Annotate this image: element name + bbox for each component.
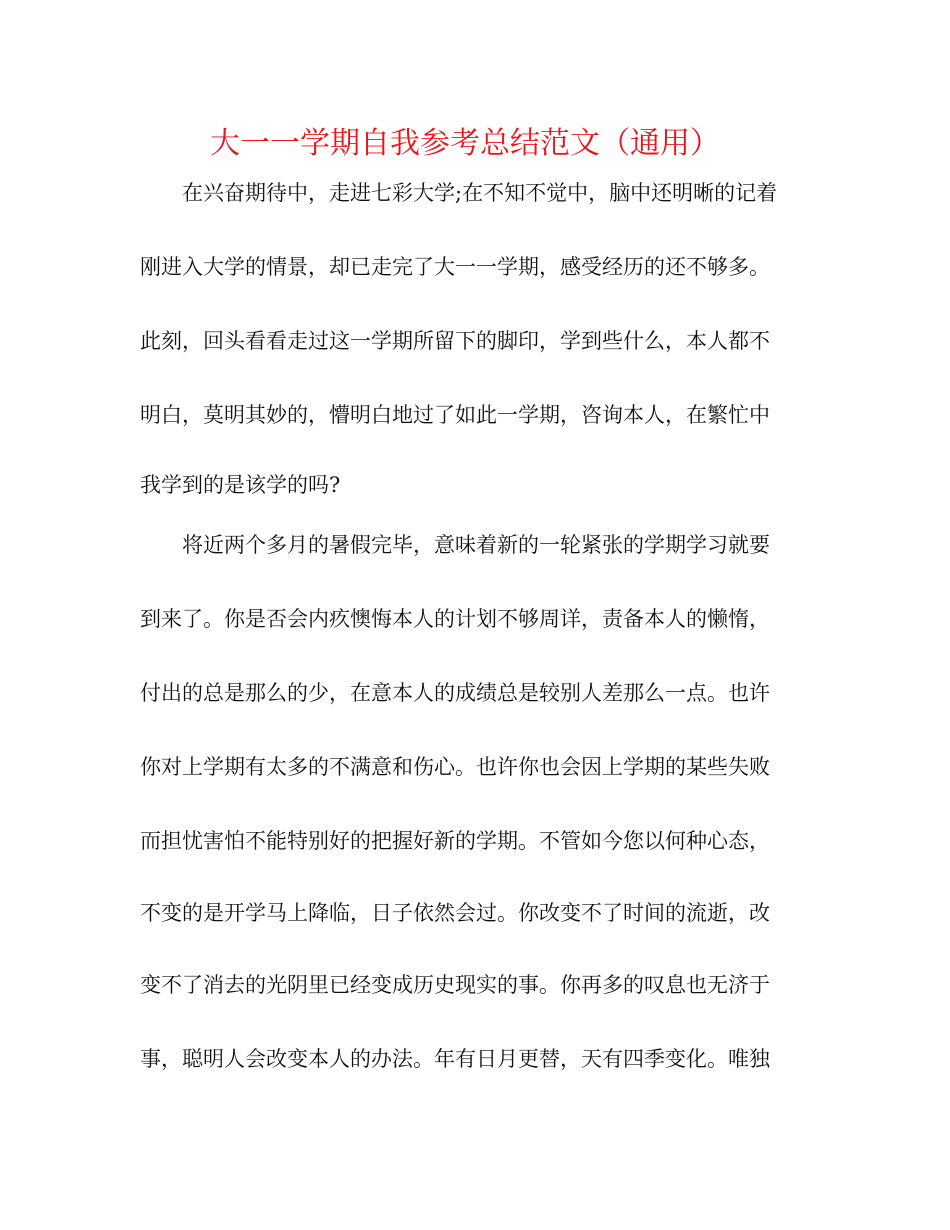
body-line-13: 事，聪明人会改变本人的办法。年有日月更替，天有四季变化。唯独 xyxy=(140,1047,770,1071)
document-title: 大一一学期自我参考总结范文（通用） xyxy=(210,126,720,161)
body-line-8: 付出的总是那么的少，在意本人的成绩总是较别人差那么一点。也许 xyxy=(140,681,770,705)
body-line-12: 变不了消去的光阴里已经变成历史现实的事。你再多的叹息也无济于 xyxy=(140,973,770,997)
body-line-7: 到来了。你是否会内疚懊悔本人的计划不够周详，责备本人的懒惰， xyxy=(140,607,770,631)
body-line-9: 你对上学期有太多的不满意和伤心。也许你也会因上学期的某些失败 xyxy=(140,755,770,779)
body-line-10: 而担忧害怕不能特别好的把握好新的学期。不管如今您以何种心态， xyxy=(140,829,770,853)
body-line-6: 将近两个多月的暑假完毕，意味着新的一轮紧张的学期学习就要 xyxy=(182,533,770,557)
body-line-1: 在兴奋期待中，走进七彩大学;在不知不觉中，脑中还明晰的记着 xyxy=(182,181,778,205)
body-line-5: 我学到的是该学的吗? xyxy=(140,473,341,497)
body-line-4: 明白，莫明其妙的，懵明白地过了如此一学期，咨询本人，在繁忙中 xyxy=(140,403,770,427)
body-line-3: 此刻，回头看看走过这一学期所留下的脚印，学到些什么，本人都不 xyxy=(140,329,770,353)
body-line-2: 刚进入大学的情景，却已走完了大一一学期，感受经历的还不够多。 xyxy=(140,255,770,279)
body-line-11: 不变的是开学马上降临，日子依然会过。你改变不了时间的流逝，改 xyxy=(140,901,770,925)
